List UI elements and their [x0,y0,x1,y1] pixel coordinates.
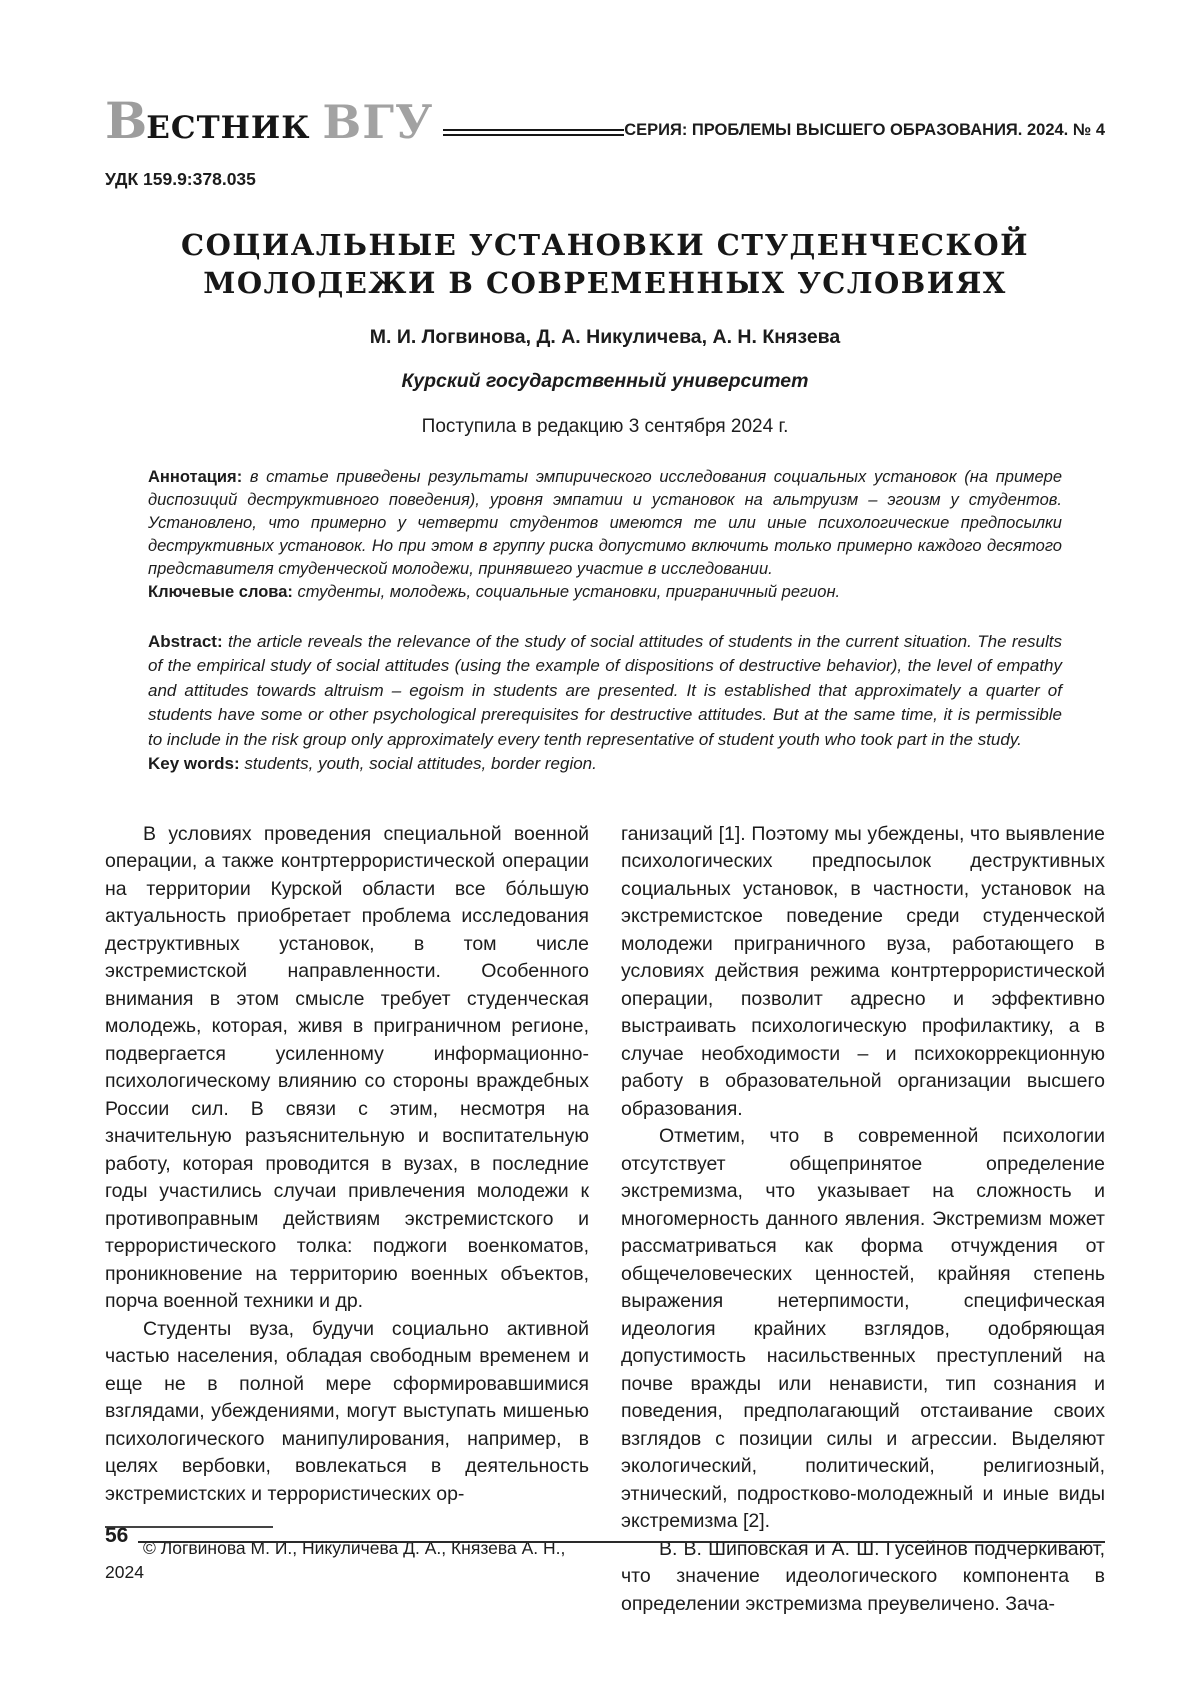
footer-rule [138,1541,1105,1543]
body-paragraph: ганизаций [1]. Поэтому мы убеждены, что выявление психологических предпосылок деструктивных социальных установок, в частности, установок на экстремистское поведение среди студенческой молодежи приграничного вуза, работающего в условиях действия режима контртеррористической операции, позволит адресно и эффективно выстраивать психологическую профилактику, а в случае необходимости – и психокоррекционную работу в образовательной организации высшего образования. [621,822,1105,1120]
keywords-en-label: Key words: [148,754,240,773]
journal-header [105,91,1105,150]
abstract-paragraph [148,630,1062,753]
keywords-en-paragraph [148,752,1062,777]
body-paragraph: В. В. Шиповская и А. Ш. Гусейнов подчеркивают, что значение идеологического компонента в определении экстремизма преувеличено. Зача- [621,1537,1105,1615]
keywords-en-text: students, youth, social attitudes, border region. [239,754,597,773]
keywords-label: Ключевые слова: [148,582,293,601]
abstract-text: the article reveals the relevance of the study of social attitudes of students in the current situation. The results of the empirical study of social attitudes (using the example of dispositions of destructive behavior), the level of empathy and attitudes towards altruism – egoism in students are presented. It is established that approximately a quarter of students have some or other psychological prerequisites for destructive attitudes. But at the same time, it is permissible to include in the risk group only approximately every tenth representative of student youth who took part in the study. [148,631,1062,749]
journal-logo [105,91,434,150]
keywords-paragraph [148,581,1062,604]
article-title [105,226,1105,302]
body-paragraph: В условиях проведения специальной военной операции, а также контртеррористической операции на территории Курской области все бо́льшую актуальность приобретает проблема исследования деструктивных установок, в том числе экстремистской направленности. Особенного внимания в этом смысле требует студенческая молодежь, которая, живя в приграничном регионе, подвергается усиленному информационно-психологическому влиянию со стороны враждебных России сил. В связи с этим, несмотря на значительную разъяснительную и воспитательную работу, которая проводится в вузах, в последние годы участились случаи привлечения молодежи к противоправным действиям экстремистского и террористического толка: поджоги военкоматов, проникновение на территорию военных объектов, порча военной техники и др. [105,822,589,1312]
left-column [105,821,589,1619]
authors-line: М. И. Логвинова, Д. А. Никуличева, А. Н. Князева [369,325,841,348]
copyright-text: © Логвинова М. И., Никуличева Д. А., Князева А. Н., 2024 [105,1538,566,1582]
abstract-block [148,630,1062,777]
annotation-block [148,466,1062,604]
keywords-text: студенты, молодежь, социальные установки, приграничный регион. [292,582,841,601]
annotation-paragraph [148,466,1062,581]
page-number: 56 [105,1524,129,1547]
abstract-label: Abstract: [148,631,223,651]
udc-code: УДК 159.9:378.035 [105,168,256,189]
body-paragraph: Студенты вуза, будучи социально активной частью населения, обладая свободным временем и еще не в полной мере сформировавшимися взглядами, убеждениями, могут выступать мишенью психологического манипулирования, например, в целях вербовки, вовлекаться в деятельность экстремистских и террористических ор- [105,1317,589,1505]
received-date-line: Поступила в редакцию 3 сентября 2024 г. [421,415,789,437]
page-footer [105,1524,1105,1548]
body-columns [105,821,1105,1619]
article-title-line1: СОЦИАЛЬНЫЕ УСТАНОВКИ СТУДЕНЧЕСКОЙ [181,227,1029,262]
affiliation-line: Курский государственный университет [401,369,809,392]
article-title-line2: МОЛОДЕЖИ В СОВРЕМЕННЫХ УСЛОВИЯХ [203,265,1007,300]
journal-logo-acronym: ВГУ [322,95,434,149]
journal-logo-initial: В [105,91,147,150]
annotation-label: Аннотация: [148,467,243,486]
header-double-rule [443,129,624,136]
annotation-text: в статье приведены результаты эмпирического исследования социальных установок (на примере диспозиций деструктивного поведения), уровня эмпатии и установок на альтруизм – эгоизм у студентов. Установлено, что примерно у четверти студентов имеются те или иные психологические предпосылки деструктивных установок. Но при этом в группу риска допустимо включить только примерно каждого десятого представителя студенческой молодежи, принявшего участие в исследовании. [148,467,1062,578]
right-column [621,821,1105,1619]
series-title: СЕРИЯ: ПРОБЛЕМЫ ВЫСШЕГО ОБРАЗОВАНИЯ. 2024. № 4 [624,120,1105,139]
body-paragraph: Отметим, что в современной психологии отсутствует общепринятое определение экстремизма, что указывает на сложность и многомерность данного явления. Экстремизм может рассматриваться как форма отчуждения от общечеловеческих ценностей, крайняя степень выражения нетерпимости, специфическая идеология крайних взглядов, одобряющая допустимость насильственных преступлений на почве вражды или ненависти, тип сознания и поведения, предполагающий отстаивание своих взглядов с позиции силы и агрессии. Выделяют экологический, политический, религиозный, этнический, подростково-молодежный и иные виды экстремизма [2]. [621,1125,1105,1532]
journal-logo-rest: ЕСТНИК [146,110,311,146]
